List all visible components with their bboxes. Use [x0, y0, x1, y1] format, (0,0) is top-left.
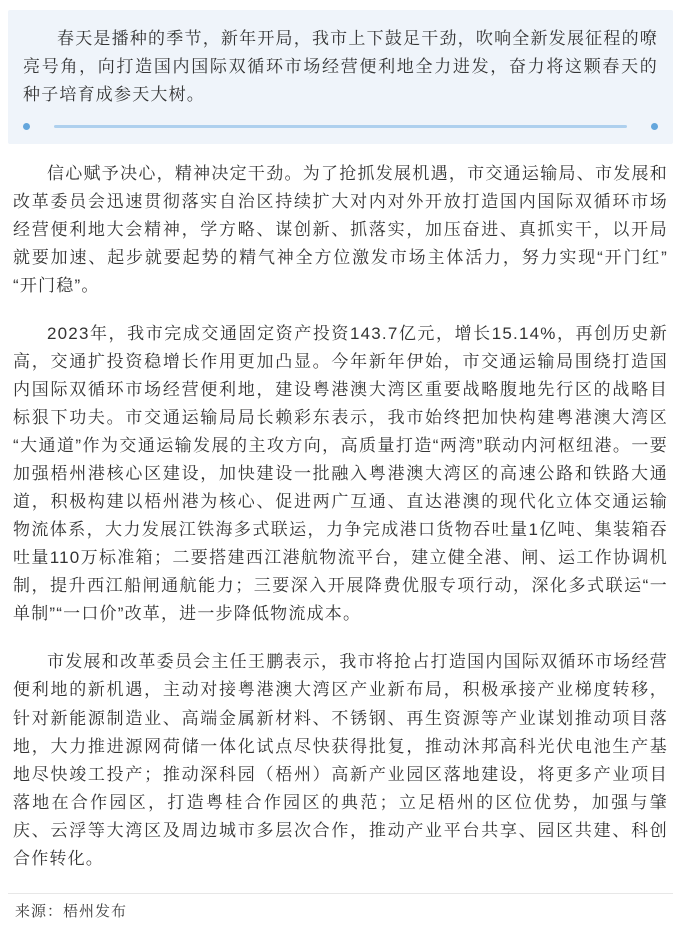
source-divider	[8, 893, 673, 894]
paragraph-development-reform: 市发展和改革委员会主任王鹏表示，我市将抢占打造国内国际双循环市场经营便利地的新机遇，主动对接粤港澳大湾区产业新布局，积极承接产业梯度转移，针对新能源制造业、高端金属新材料、不锈钢、再生资源等产业谋划推动项目落地，大力推进源网荷储一体化试点尽快获得批复，推动沐邦高科光伏电池生产基地尽快竣工投产；推动深科园（梧州）高新产业园区落地建设，将更多产业项目落地在合作园区，打造粤桂合作园区的典范；立足梧州的区位优势，加强与肇庆、云浮等大湾区及周边城市多层次合作，推动产业平台共享、园区共建、科创合作转化。	[13, 652, 668, 868]
divider-line	[54, 125, 627, 128]
divider-dot-right-icon	[651, 123, 658, 130]
intro-highlight-box	[8, 10, 673, 144]
divider-dot-left-icon	[23, 123, 30, 130]
intro-paragraph: 春天是播种的季节，新年开局，我市上下鼓足干劲，吹响全新发展征程的嘹亮号角，向打造国内国际双循环市场经营便利地全力进发，奋力将这颗春天的种子培育成参天大树。	[23, 29, 658, 105]
paragraph-transport-investment: 2023年，我市完成交通固定资产投资143.7亿元，增长15.14%，再创历史新高，交通扩投资稳增长作用更加凸显。今年新年伊始，市交通运输局围绕打造国内国际双循环市场经营便利地，建设粤港澳大湾区重要战略腹地先行区的战略目标狠下功夫。市交通运输局局长赖彩东表示，我市始终把加快构建粤港澳大湾区“大通道”作为交通运输发展的主攻方向，高质量打造“两湾”联动内河枢纽港。一要加强梧州港核心区建设，加快建设一批融入粤港澳大湾区的高速公路和铁路大通道，积极构建以梧州港为核心、促进两广互通、直达港澳的现代化立体交通运输物流体系，大力发展江铁海多式联运，力争完成港口货物吞吐量1亿吨、集装箱吞吐量110万标准箱；二要搭建西江港航物流平台，建立健全港、闸、运工作协调机制，提升西江船闸通航能力；三要深入开展降费优服专项行动，深化多式联运“一单制”“一口价”改革，进一步降低物流成本。	[13, 323, 668, 624]
paragraph-confidence-momentum: 信心赋予决心，精神决定干劲。为了抢抓发展机遇，市交通运输局、市发展和改革委员会迅速贯彻落实自治区持续扩大对内对外开放打造国内国际双循环市场经营便利地大会精神，学方略、谋创新、抓落实，加压奋进、真抓实干，以开局就要加速、起步就要起势的精气神全方位激发市场主体活力，努力实现“开门红”“开门稳”。	[13, 163, 668, 295]
intro-divider	[23, 123, 658, 131]
source-line: 来源：梧州发布	[15, 902, 128, 920]
article-body	[8, 160, 673, 873]
